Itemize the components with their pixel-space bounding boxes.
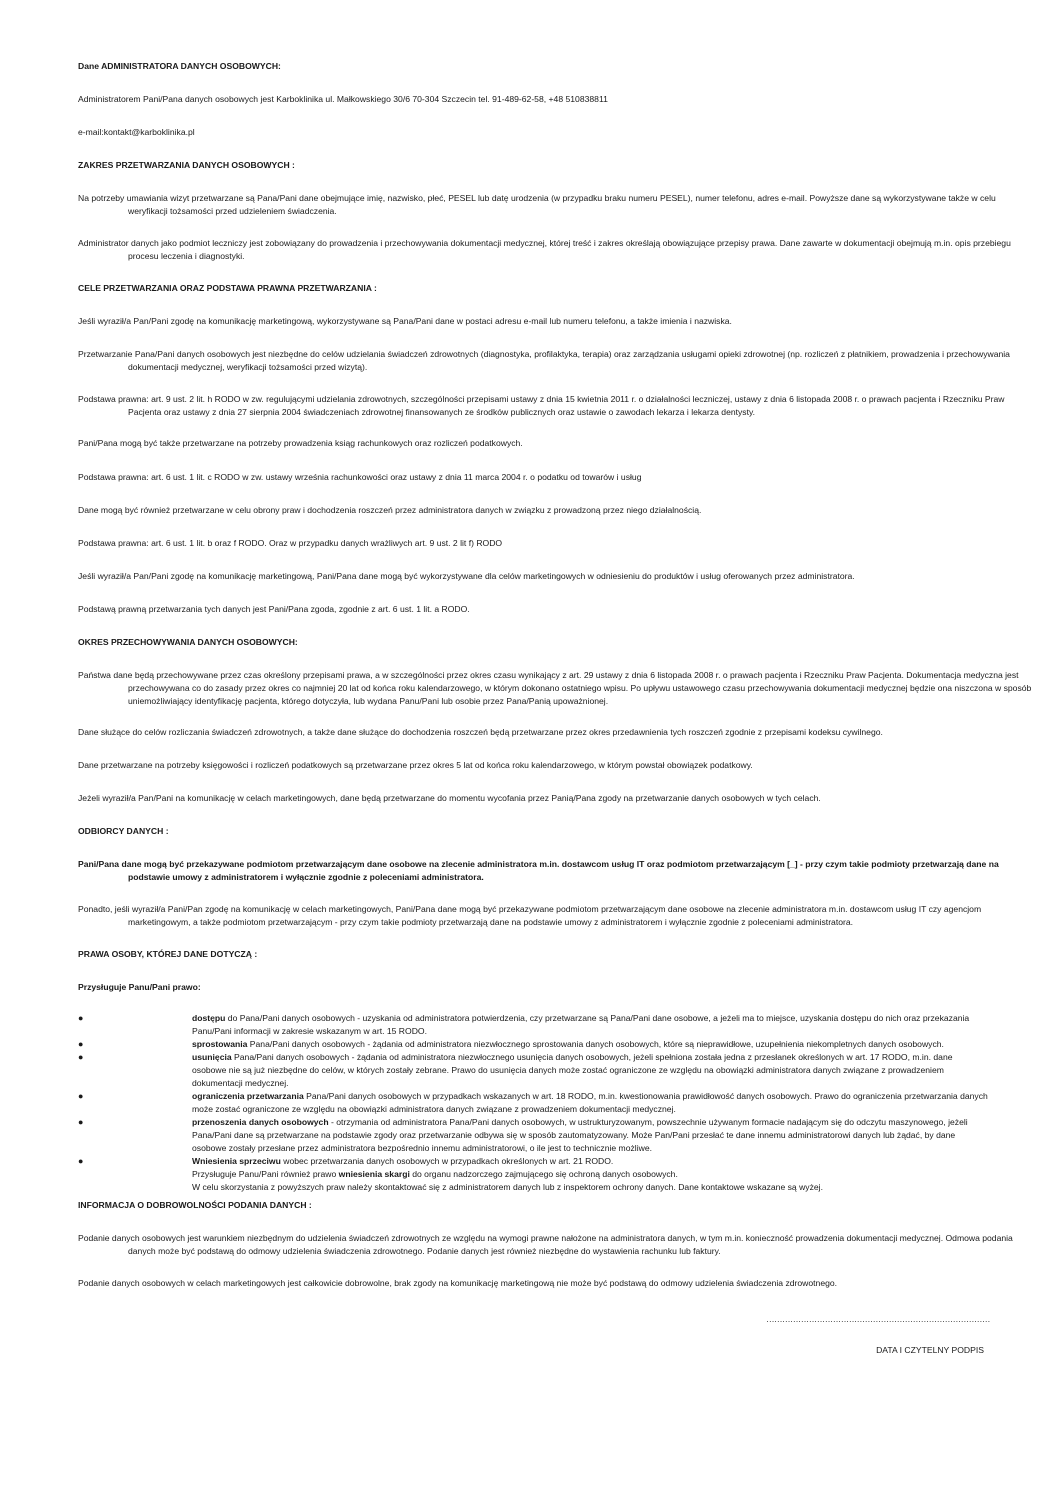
- rights-complaint: [192, 1168, 988, 1181]
- rights-item-objection: [78, 1155, 988, 1194]
- recipients-paragraph-2: Ponadto, jeśli wyraził/a Pani/Pan zgodę na komunikację w celach marketingowych, Pani/Pana dane mogą być przekazywane podmiotom przetwarzającym dane osobowe na zlecenie administratora m.in. dostawcom usług IT czy agencjom marketingowym, a także podmiotom przetwarzającym - przy czym takie podmioty przetwarzają dane na podstawie umowy z administratorem i wyłącznie zgodnie z poleceniami administratora.: [78, 904, 982, 927]
- rights-list: [78, 1012, 988, 1194]
- rights-heading: PRAWA OSOBY, KTÓREJ DANE DOTYCZĄ :: [78, 949, 258, 959]
- scope-paragraph-1: Na potrzeby umawiania wizyt przetwarzane są Pana/Pani dane obejmujące imię, nazwisko, płeć, PESEL lub datę urodzenia (w przypadku braku numeru PESEL), numer telefonu, adres e-mail. Powyższe dane są wykorzystywane także w celu weryfikacji tożsamości przed udzieleniem świadczenia.: [78, 193, 996, 216]
- bullet-icon: ●: [78, 1117, 84, 1127]
- recipients-heading: ODBIORCY DANYCH :: [78, 826, 169, 836]
- purposes-paragraph-6: Dane mogą być również przetwarzane w celu obrony praw i dochodzenia roszczeń przez administratora danych w związku z prowadzoną przez niego działalnością.: [78, 505, 702, 515]
- rights-text: wobec przetwarzania danych osobowych w przypadkach określonych w art. 21 RODO.: [280, 1156, 614, 1166]
- rights-item-access: [78, 1012, 988, 1038]
- rights-term: sprostowania: [192, 1039, 248, 1049]
- admin-email: e-mail:kontakt@karboklinika.pl: [78, 127, 195, 137]
- rights-text: Pana/Pani danych osobowych - żądania od administratora niezwłocznego usunięcia danych osobowych, jeżeli spełniona została jedna z przesłanek określonych w art. 17 RODO, m.in. dane osobowe nie są już niezbędne do celów, w których zostały zebrane. Prawo do usunięcia danych może zostać ograniczone ze względu na obowiązki administratora danych związane z prowadzeniem dokumentacji medycznej.: [192, 1052, 953, 1088]
- rights-text: Pana/Pani danych osobowych w przypadkach wskazanych w art. 18 RODO, m.in. kwestionowania prawidłowość danych osobowych. Prawo do ograniczenia przetwarzania danych może zostać ograniczone ze względu na obowiązki administratora danych związane z prowadzeniem dokumentacji medycznej.: [192, 1091, 988, 1114]
- retention-paragraph-4: Jeżeli wyraził/a Pan/Pani na komunikację w celach marketingowych, dane będą przetwarzane do momentu wycofania przez Panią/Pana zgody na przetwarzanie danych osobowych w tych celach.: [78, 793, 821, 803]
- rights-item-rectification: [78, 1038, 988, 1051]
- retention-paragraph-3: Dane przetwarzane na potrzeby księgowości i rozliczeń podatkowych są przetwarzane przez okres 5 lat od końca roku kalendarzowego, w którym powstał obowiązek podatkowy.: [78, 760, 753, 770]
- rights-term: usunięcia: [192, 1052, 232, 1062]
- bullet-icon: ●: [78, 1091, 84, 1101]
- rights-term: ograniczenia przetwarzania: [192, 1091, 304, 1101]
- voluntary-heading: INFORMACJA O DOBROWOLNOŚCI PODANIA DANYCH :: [78, 1200, 312, 1210]
- voluntary-paragraph-2: Podanie danych osobowych w celach marketingowych jest całkowicie dobrowolne, brak zgody na komunikację marketingową nie może być podstawą do odmowy udzielenia świadczenia zdrowotnego.: [78, 1278, 838, 1288]
- rights-text: - otrzymania od administratora Pana/Pani danych osobowych, w ustrukturyzowanym, powszechnie używanym formacie nadającym się do odczytu maszynowego, jeżeli Pana/Pani dane są przetwarzane na podstawie zgody oraz przetwarzanie odbywa się w sposób zautomatyzowany. Może Pan/Pani przesłać te dane innemu administratorowi danych lub żądać, by dane osobowe zostały przesłane przez administratora bezpośrednio innemu administratorowi, o ile jest to technicznie możliwe.: [192, 1117, 968, 1153]
- retention-paragraph-1: Państwa dane będą przechowywane przez czas określony przepisami prawa, a w szczególności przez okres czasu wynikający z art. 29 ustawy z dnia 6 listopada 2008 r. o prawach pacjenta i Rzeczniku Praw Pacjenta. Dokumentacja medyczna jest przechowywana co do zasady przez okres co najmniej 20 lat od końca roku kalendarzowego, w którym dokonano ostatniego wpisu. Po upływu ustawowego czasu przechowywania dokumentacji medycznej będzie ona niszczona w sposób uniemożliwiający identyfikację pacjenta, którego dotyczyła, lub wydana Panu/Pani lub osobie przez Pana/Panią upoważnionej.: [78, 670, 1032, 706]
- rights-term: Wniesienia sprzeciwu: [192, 1156, 281, 1166]
- rights-item-erasure: [78, 1051, 988, 1090]
- purposes-paragraph-2: Przetwarzanie Pana/Pani danych osobowych jest niezbędne do celów udzielania świadczeń zdrowotnych (diagnostyka, profilaktyka, terapia) oraz zarządzania usługami opieki zdrowotnej (np. rozliczeń z płatnikiem, prowadzenia i przechowywania dokumentacji medycznej, weryfikacji tożsamości przed wizytą).: [78, 349, 1010, 372]
- rights-contact: W celu skorzystania z powyższych praw należy skontaktować się z administratorem danych lub z inspektorem ochrony danych. Dane kontaktowe wskazane są wyżej.: [192, 1182, 823, 1192]
- purposes-paragraph-3: Podstawa prawna: art. 9 ust. 2 lit. h RODO w zw. regulującymi udzielania zdrowotnych, szczególności przepisami ustawy z dnia 15 kwietnia 2011 r. o działalności leczniczej, ustawy z dnia 6 listopada 2008 r. o prawach pacjenta i Rzeczniku Praw Pacjenta oraz ustawy z dnia 27 sierpnia 2004 świadczeniach zdrowotnej finansowanych ze środków publicznych oraz ustawie o zawodach lekarza i lekarza dentysty.: [78, 394, 1005, 417]
- rights-text: do Pana/Pani danych osobowych - uzyskania od administratora potwierdzenia, czy przetwarzane są Pana/Pani dane osobowe, a jeżeli ma to miejsce, uzyskania dostępu do nich oraz przekazania Panu/Pani informacji w zakresie wskazanym w art. 15 RODO.: [192, 1013, 970, 1036]
- bullet-icon: ●: [78, 1013, 84, 1023]
- admin-heading: Dane ADMINISTRATORA DANYCH OSOBOWYCH:: [78, 61, 281, 71]
- rights-item-portability: [78, 1116, 988, 1155]
- purposes-paragraph-9: Podstawą prawną przetwarzania tych danych jest Pani/Pana zgoda, zgodnie z art. 6 ust. 1 lit. a RODO.: [78, 604, 470, 614]
- signature-label: DATA I CZYTELNY PODPIS: [876, 1345, 984, 1355]
- complaint-suffix: do organu nadzorczego zajmującego się ochroną danych osobowych.: [409, 1169, 678, 1179]
- purposes-paragraph-8: Jeśli wyraził/a Pan/Pani zgodę na komunikację marketingową, Pani/Pana dane mogą być wykorzystywane dla celów marketingowych w odniesieniu do produktów i usług oferowanych przez administratora.: [78, 571, 855, 581]
- rights-text: Pana/Pani danych osobowych - żądania od administratora niezwłocznego sprostowania danych osobowych, które są nieprawidłowe, uzupełnienia niekompletnych danych osobowych.: [247, 1039, 944, 1049]
- retention-paragraph-2: Dane służące do celów rozliczania świadczeń zdrowotnych, a także dane służące do dochodzenia roszczeń będą przetwarzane przez okres przedawnienia tych roszczeń zgodnie z przepisami kodeksu cywilnego.: [78, 727, 883, 737]
- rights-item-restriction: [78, 1090, 988, 1116]
- purposes-paragraph-7: Podstawa prawna: art. 6 ust. 1 lit. b oraz f RODO. Oraz w przypadku danych wrażliwych art. 9 ust. 2 lit f) RODO: [78, 538, 503, 548]
- purposes-paragraph-4: Pani/Pana mogą być także przetwarzane na potrzeby prowadzenia ksiąg rachunkowych oraz rozliczeń podatkowych.: [78, 438, 523, 448]
- admin-line: Administratorem Pani/Pana danych osobowych jest Karboklinika ul. Małkowskiego 30/6 70-304 Szczecin tel. 91-489-62-58, +48 510838811: [78, 94, 608, 104]
- rights-intro: Przysługuje Panu/Pani prawo:: [78, 982, 201, 992]
- scope-heading: ZAKRES PRZETWARZANIA DANYCH OSOBOWYCH :: [78, 160, 295, 170]
- rights-term: przenoszenia danych osobowych: [192, 1117, 329, 1127]
- purposes-heading: CELE PRZETWARZANIA ORAZ PODSTAWA PRAWNA PRZETWARZANIA :: [78, 283, 377, 293]
- complaint-prefix: Przysługuje Panu/Pani również prawo: [192, 1169, 339, 1179]
- rights-term: dostępu: [192, 1013, 226, 1023]
- voluntary-paragraph-1: Podanie danych osobowych jest warunkiem niezbędnym do udzielenia świadczeń zdrowotnych ze względu na wymogi prawne nałożone na administratora danych, w tym m.in. konieczność prowadzenia dokumentacji medycznej. Odmowa podania danych może być podstawą do odmowy udzielenia świadczenia zdrowotnego. Podanie danych jest również niezbędne do wystawienia rachunku lub faktury.: [78, 1233, 1013, 1256]
- bullet-icon: ●: [78, 1052, 84, 1062]
- bullet-icon: ●: [78, 1039, 84, 1049]
- signature-line: …………………………………………………………………………: [766, 1314, 990, 1324]
- complaint-term: wniesienia skargi: [338, 1169, 410, 1179]
- purposes-paragraph-5: Podstawa prawna: art. 6 ust. 1 lit. c RODO w zw. ustawy września rachunkowości oraz ustawy z dnia 11 marca 2004 r. o podatku od towarów i usług: [78, 472, 642, 482]
- purposes-paragraph-1: Jeśli wyraził/a Pan/Pani zgodę na komunikację marketingową, wykorzystywane są Pana/Pani dane w postaci adresu e-mail lub numeru telefonu, a także imienia i nazwiska.: [78, 316, 732, 326]
- bullet-icon: ●: [78, 1156, 84, 1166]
- retention-heading: OKRES PRZECHOWYWANIA DANYCH OSOBOWYCH:: [78, 637, 298, 647]
- recipients-paragraph-1: Pani/Pana dane mogą być przekazywane podmiotom przetwarzającym dane osobowe na zlecenie administratora m.in. dostawcom usług IT oraz podmiotom przetwarzającym [_] - przy czym takie podmioty przetwarzają dane na podstawie umowy z administratorem i wyłącznie zgodnie z poleceniami administratora.: [78, 859, 999, 882]
- scope-paragraph-2: Administrator danych jako podmiot leczniczy jest zobowiązany do prowadzenia i przechowywania dokumentacji medycznej, której treść i zakres określają obowiązujące przepisy prawa. Dane zawarte w dokumentacji obejmują m.in. opis przebiegu procesu leczenia i diagnostyki.: [78, 238, 1011, 261]
